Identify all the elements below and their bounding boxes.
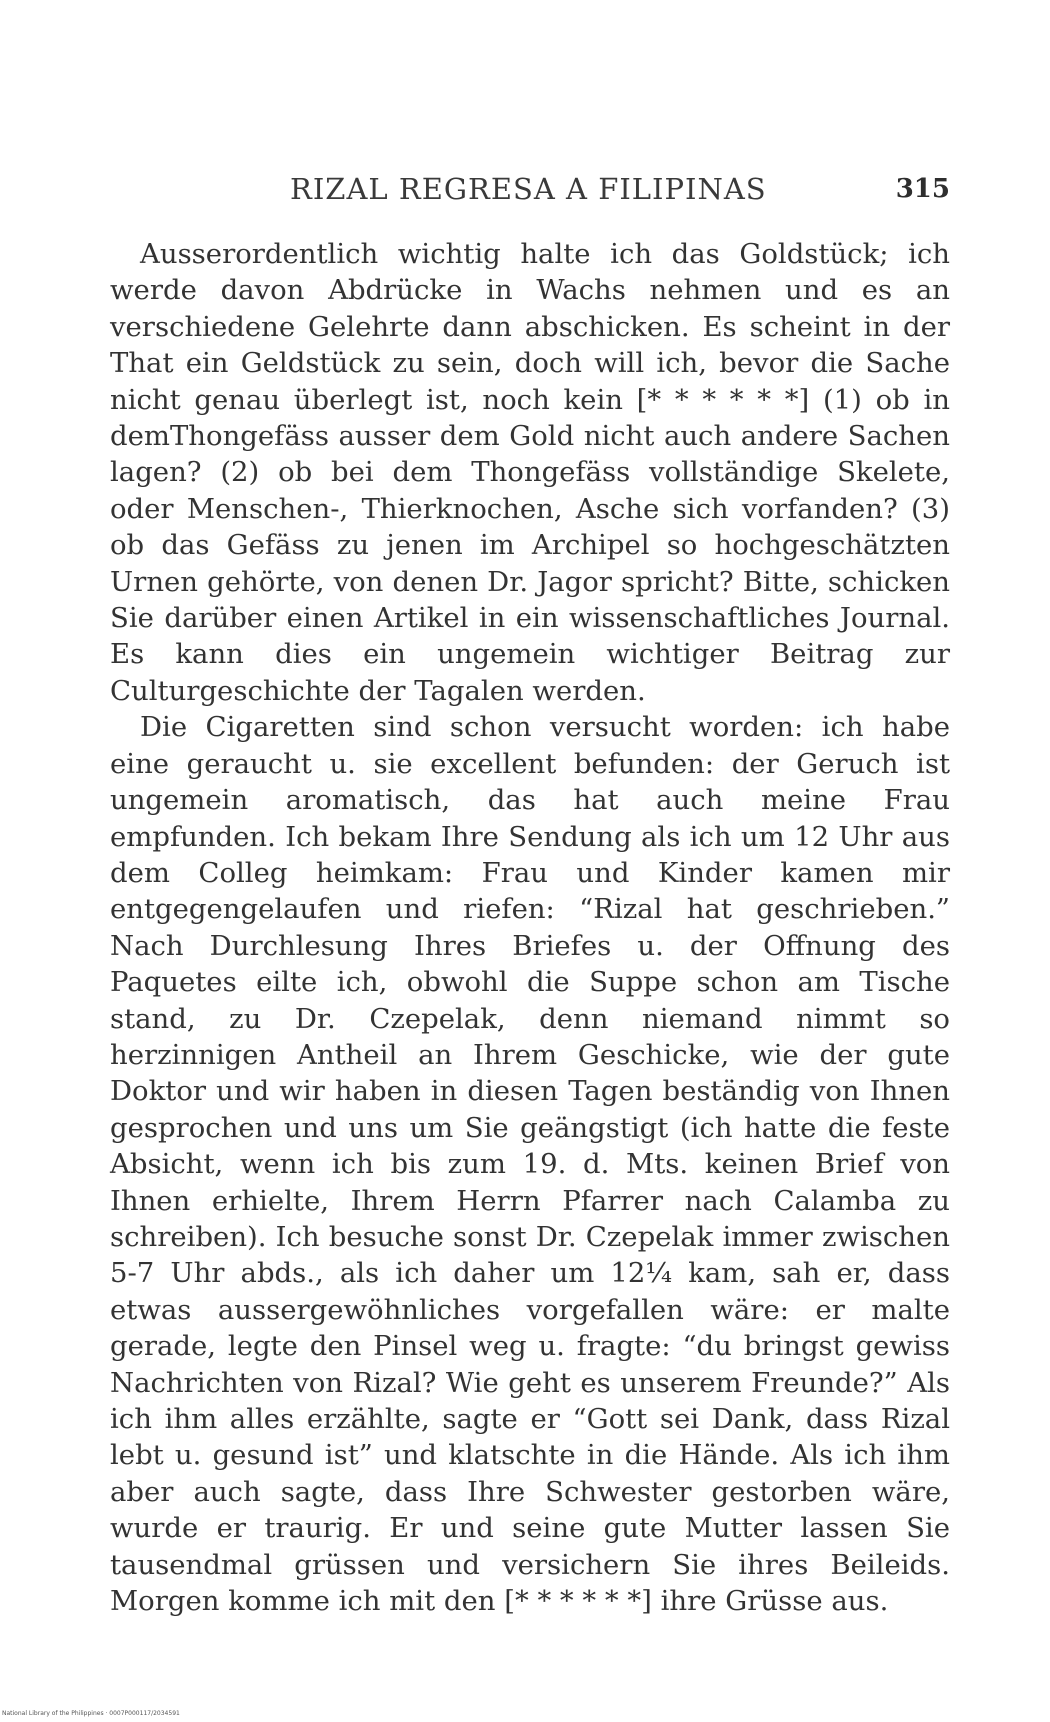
paragraph: Die Cigaretten sind schon versucht worden: ich habe eine geraucht u. sie excellent befunden: der Geruch ist ungemein aromatisch, das hat auch meine Frau empfunden. Ich bekam Ihre Sendung als ich um 12 Uhr aus dem Colleg heimkam: Frau und Kinder kamen mir entgegengelaufen und riefen: “Rizal hat geschrieben.” Nach Durchlesung Ihres Briefes u. der Offnung des Paquetes eilte ich, obwohl die Suppe schon am Tische stand, zu Dr. Czepelak, denn niemand nimmt so herzinnigen Antheil an Ihrem Geschicke, wie der gute Doktor und wir haben in diesen Tagen beständig von Ihnen gesprochen und uns um Sie geängstigt (ich hatte die feste Absicht, wenn ich bis zum 19. d. Mts. keinen Brief von Ihnen erhielte, Ihrem Herrn Pfarrer nach Calamba zu schreiben). Ich besuche sonst Dr. Czepelak immer zwischen 5-7 Uhr abds., als ich daher um 12¼ kam, sah er, dass etwas aussergewöhnliches vorgefallen wäre: er malte gerade, legte den Pinsel weg u. fragte: “du bringst gewiss Nachrichten von Rizal? Wie geht es unserem Freunde?” Als ich ihm alles erzählte, sagte er “Gott sei Dank, dass Rizal lebt u. gesund ist” und klatschte in die Hände. Als ich ihm aber auch sagte, dass Ihre Schwester gestorben wäre, wurde er traurig. Er und seine gute Mutter lassen Sie tausendmal grüssen und versichern Sie ihres Beileids. Morgen komme ich mit den [* * * * * *] ihre Grüsse aus.: [110, 711, 950, 1618]
scan-credit: National Library of the Philippines · 0007P000117/2034591: [2, 1710, 180, 1717]
paragraph: Ausserordentlich wichtig halte ich das Goldstück; ich werde davon Abdrücke in Wachs nehmen und es an verschiedene Gelehrte dann abschicken. Es scheint in der That ein Geldstück zu sein, doch will ich, bevor die Sache nicht genau überlegt ist, noch kein [* * * * * *] (1) ob in demThongefäss ausser dem Gold nicht auch andere Sachen lagen? (2) ob bei dem Thongefäss vollständige Skelete, oder Menschen-, Thierknochen, Asche sich vorfanden? (3) ob das Gefäss zu jenen im Archipel so hochgeschätzten Urnen gehörte, von denen Dr. Jagor spricht? Bitte, schicken Sie darüber einen Artikel in ein wissenschaftliches Journal. Es kann dies ein ungemein wichtiger Beitrag zur Culturgeschichte der Tagalen werden.: [110, 238, 950, 707]
chapter-title: RIZAL REGRESA A FILIPINAS: [290, 172, 767, 206]
body-text: [110, 236, 950, 1619]
running-header: [110, 172, 950, 212]
page-number: 315: [895, 174, 950, 204]
